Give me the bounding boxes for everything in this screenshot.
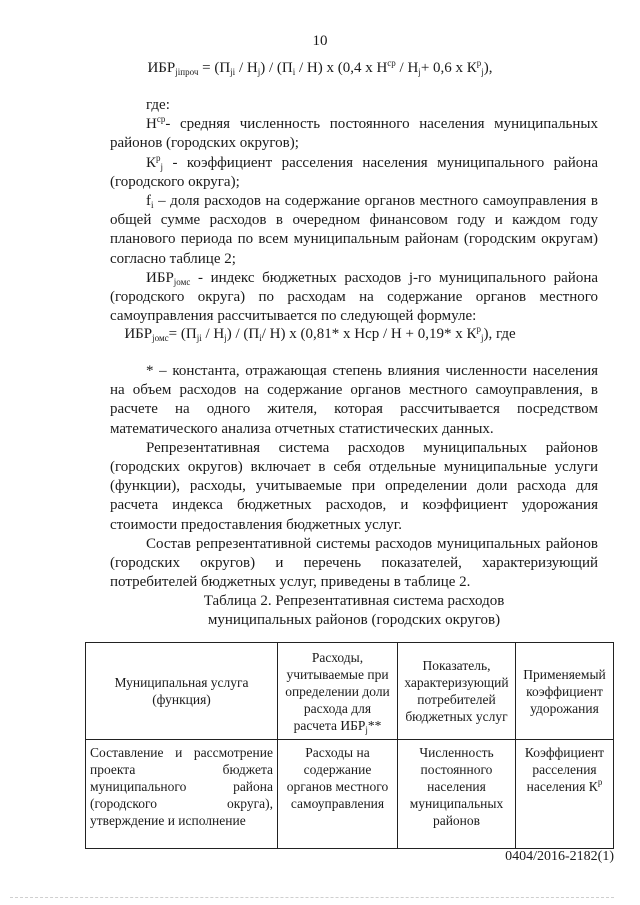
formula-ibr-oms: $ИБР_{jомс}= (П_{ji} / Н_j) / (П_i/$ Н) х (0,81* х Нср / Н + 0,19* х $К^р_j$), где	[124, 324, 516, 343]
definition-avg-population: $Н^{ср}-$ средняя численность постоянного населения муниципальных районов (городских округов);	[110, 114, 598, 152]
table-header-row	[86, 643, 614, 740]
body-paragraphs	[110, 362, 598, 592]
document-id: 0404/2016-2182(1)	[505, 849, 614, 864]
header-expenses: Расходы, учитываемые при определении доли расхода для расчета $ИБР_j**$	[278, 643, 398, 740]
table-caption-line-1: Таблица 2. Репрезентативная система расходов	[203, 593, 505, 609]
formula-ibr-other: $ИБР_{jiпроч} = (П_{ji} / Н_j) / (П_i / Н)$ х (0,4 х $Н^{ср} / Н_j+ 0,6$ х $К^р_j$),	[147, 58, 493, 77]
where-label: где:	[146, 97, 170, 113]
cell-coefficient: Коэффициент расселения населения $К^р$	[516, 740, 614, 849]
page-number: 10	[312, 33, 328, 49]
paragraph-constant: * – константа, отражающая степень влияния численности населения на объем расходов на содержание органов местного самоуправления, в расчете на одного жителя, которая рассчитывается посредством математического анализа отчетных статистических данных.	[110, 363, 598, 437]
representative-system-table	[85, 642, 614, 849]
definitions-block	[110, 96, 598, 326]
paragraph-representative-system: Репрезентативная система расходов муниципальных районов (городских округов) включает в себя отдельные муниципальные услуги (функции), расходы, учитываемые при определении доли расхода для расчета индекса бюджетных расходов, и коэффициент удорожания стоимости предоставления бюджетных услуг.	[110, 439, 598, 533]
header-coefficient: Применяемый коэффициент удорожания	[516, 643, 614, 740]
definition-settlement-coefficient: $К^р_j$ - коэффициент расселения населения муниципального района (городского округа);	[110, 152, 598, 190]
header-indicator: Показатель, характеризующий потребителей бюджетных услуг	[398, 643, 516, 740]
cell-expenses: Расходы на содержание органов местного самоуправления	[278, 740, 398, 849]
definition-budget-index: $ИБР_{jомс}$ - индекс бюджетных расходов j-го муниципального района (городского округа) по расходам на содержание органов местного самоуправления рассчитывается по следующей формуле:	[110, 269, 598, 325]
cell-service: Составление и рассмотрение проекта бюджета муниципального района (городского округа), утверждение и исполнение	[86, 740, 278, 849]
paragraph-table-reference: Состав репрезентативной системы расходов муниципальных районов (городских округов) и перечень показателей, характеризующий потребителей бюджетных услуг, приведены в таблице 2.	[110, 535, 598, 591]
header-service: Муниципальная услуга (функция)	[86, 643, 278, 740]
cell-indicator: Численность постоянного населения муниципальных районов	[398, 740, 516, 849]
table-row	[86, 740, 614, 849]
table-caption-line-2: муниципальных районов (городских округов)	[207, 612, 501, 629]
table-caption	[110, 592, 598, 630]
page-edge-divider	[10, 897, 614, 898]
definition-expense-share: $f_i$ – доля расходов на содержание органов местного самоуправления в общей сумме расходов в очередном финансовом году и каждом году планового периода по всем муниципальным районам (городским округам) согласно таблице 2;	[110, 193, 598, 267]
